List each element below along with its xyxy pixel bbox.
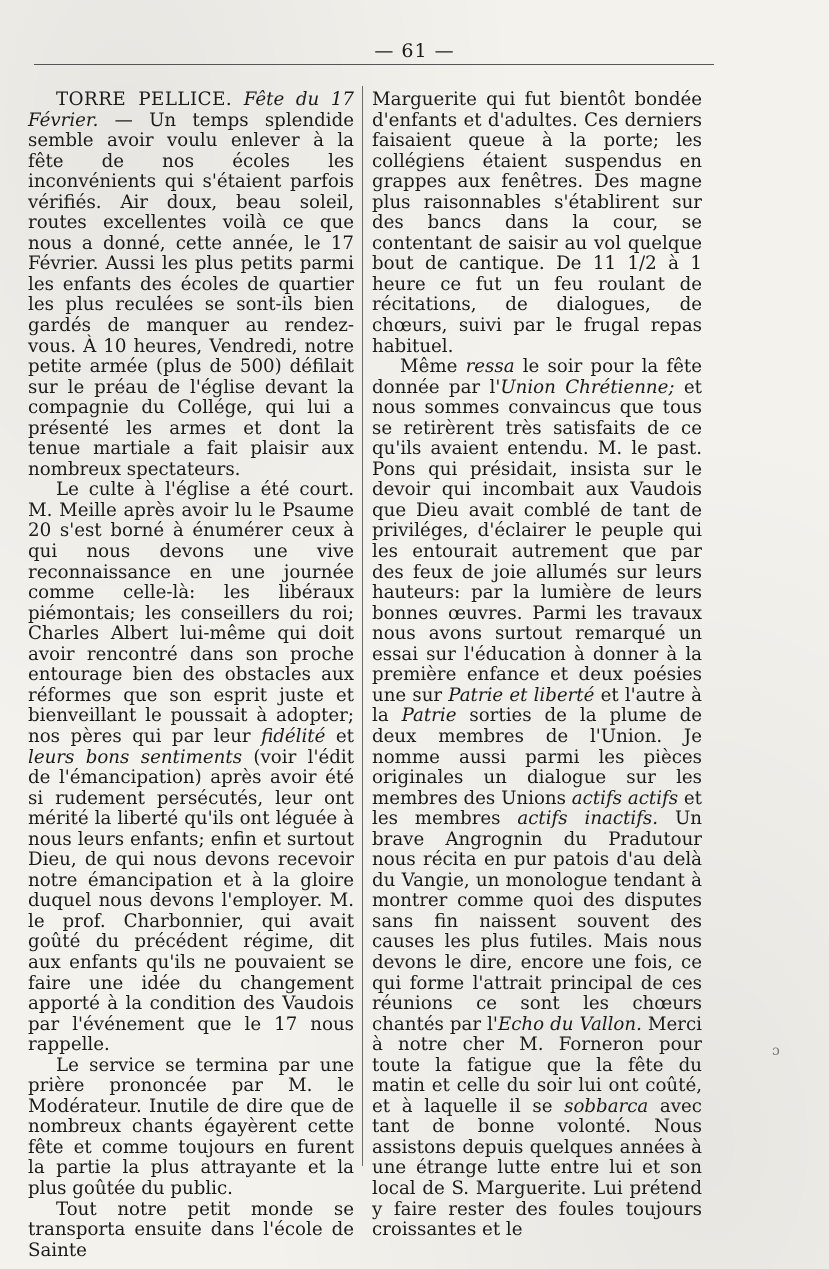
italic-run: Union Chrétienne; bbox=[500, 376, 675, 398]
italic-run: Patrie et liberté bbox=[448, 684, 595, 706]
paragraph-union-chretienne bbox=[372, 357, 702, 1241]
italic-run: actifs actifs bbox=[571, 787, 679, 809]
text-run: Merci à notre cher M. Forneron pour toute la fatigue que la fête du matin et celle du soir lui ont coûté, et à laquelle il se bbox=[372, 1013, 702, 1117]
text-run: (voir l'édit de l'émancipation) après avoir été si rudement persécutés, leur ont mérité la liberté qu'ils ont léguée à nous leurs enfants; enfin et surtout Dieu, de qui nous devons recevoir notre émancipation et à la gloire duquel nous devons l'employer. M. le prof. Charbonnier, qui avait goûté du précédent régime, dit aux enfants qu'ils ne pouvaient se faire une idée du changement apporté à la condition des Vaudois par l'événement que le 17 nous rappelle. bbox=[28, 746, 354, 1056]
text-run: et l'autre à la bbox=[372, 684, 702, 727]
right-column bbox=[372, 90, 702, 1241]
event-title: Fête du 17 Février. bbox=[28, 89, 354, 131]
text-run: et bbox=[325, 725, 354, 747]
italic-run: Echo du Vallon. bbox=[497, 1013, 642, 1035]
italic-run: ressa bbox=[465, 356, 515, 378]
paragraph-text: — Un temps splendide semble avoir voulu enlever à la fête de nos écoles les inconvénients qui s'étaient parfois vérifiés. Air doux, beau soleil, routes excellentes voilà ce que nous a donné, cette année, le 17 Février. Aussi les plus petits parmi les enfants des écoles de quartier les plus reculées se sont-ils bien gardés de manquer au rendez-vous. À 10 heures, Vendredi, notre petite armée (plus de 500) défilait sur le préau de l'église devant la compagnie du Collége, qui lui a présenté les armes et dont la tenue martiale a fait plaisir aux nombreux spectateurs. bbox=[28, 109, 354, 480]
column-divider bbox=[362, 86, 363, 1166]
text-run: Un brave Angrognin du Pradutour nous récita en pur patois d'au delà du Vangie, un monologue tendant à montrer comme quoi des disputes sans fin naissent souvent des causes les plus futiles. Mais nous devons le dire, encore une fois, ce qui forme l'attrait principal de ces réunions ce sont les chœurs chantés par l' bbox=[372, 808, 702, 1035]
italic-run: Patrie bbox=[401, 705, 457, 727]
paragraph-culte bbox=[28, 480, 354, 1055]
left-column bbox=[28, 90, 354, 1261]
text-run: Même bbox=[400, 356, 466, 378]
italic-run: leurs bons sentiments bbox=[28, 746, 243, 768]
paragraph-marguerite bbox=[372, 90, 702, 357]
text-run: et nous sommes convaincus que tous se retirèrent très satisfaits de ce qu'ils avaient entendu. M. le past. Pons qui présidait, insista sur le devoir qui incombait aux Vaudois que Dieu avait comblé de tant de priviléges, d'éclairer le peuple qui les entourait autrement que par des feux de joie allumés sur leurs hauteurs: par la lumière de leurs bonnes œuvres. Parmi les travaux nous avons surtout remarqué un essai sur l'éducation à donner à la première enfance et deux poésies une sur bbox=[372, 376, 702, 706]
margin-mark: ɔ bbox=[772, 1043, 780, 1059]
text-run: le soir pour la fête donnée par l' bbox=[372, 356, 702, 398]
italic-run: fidélité bbox=[261, 725, 326, 747]
header-rule bbox=[34, 64, 714, 65]
place-heading: TORRE PELLICE. bbox=[56, 89, 233, 110]
paragraph-torre-pellice bbox=[28, 90, 354, 480]
paragraph-transport: Tout notre petit monde se transporta ensuite dans l'école de Sainte bbox=[28, 1198, 354, 1261]
text-run: Le culte à l'église a été court. M. Meille après avoir lu le Psaume 20 s'est borné à énumérer ceux à qui nous devons une vive reconnaissance en une journée comme celle-là: les libéraux piémontais; les conseillers du roi; Charles Albert lui-même qui doit avoir rencontré dans son proche entourage bien des obstacles aux réformes que son esprit juste et bienveillant le poussait à adopter; nos pères qui par leur bbox=[28, 479, 354, 747]
text-run: Marguerite qui fut bientôt bondée d'enfants et d'adultes. Ces derniers faisaient queue à la porte; les collégiens étaient suspendus en grappes aux fenêtres. Des magne plus raisonnables s'établirent sur des bancs dans la cour, se contentant de saisir au vol quelque bout de cantique. De 11 1/2 à 1 heure ce fut un feu roulant de récitations, de dialogues, de chœurs, suivi par le frugal repas habituel. bbox=[372, 89, 702, 357]
text-run: sorties de la plume de deux membres de l'Union. Je nomme aussi parmi les pièces originales un dialogue sur les membres des Unions bbox=[372, 705, 702, 809]
page-number: — 61 — bbox=[374, 40, 455, 62]
text-run: avec tant de bonne volonté. Nous assistons depuis quelques années à une étrange lutte entre lui et son local de S. Marguerite. Lui prétend y faire rester des foules toujours croissantes et le bbox=[372, 1095, 702, 1241]
paragraph-service: Le service se termina par une prière prononcée par M. le Modérateur. Inutile de dire que de nombreux chants égayèrent cette fête et comme toujours en furent la partie la plus attrayante et la plus goûtée du public. bbox=[28, 1054, 354, 1199]
italic-run: actifs inactifs. bbox=[517, 808, 659, 830]
text-run: et les membres bbox=[372, 787, 702, 830]
italic-run: sobbarca bbox=[564, 1095, 649, 1117]
